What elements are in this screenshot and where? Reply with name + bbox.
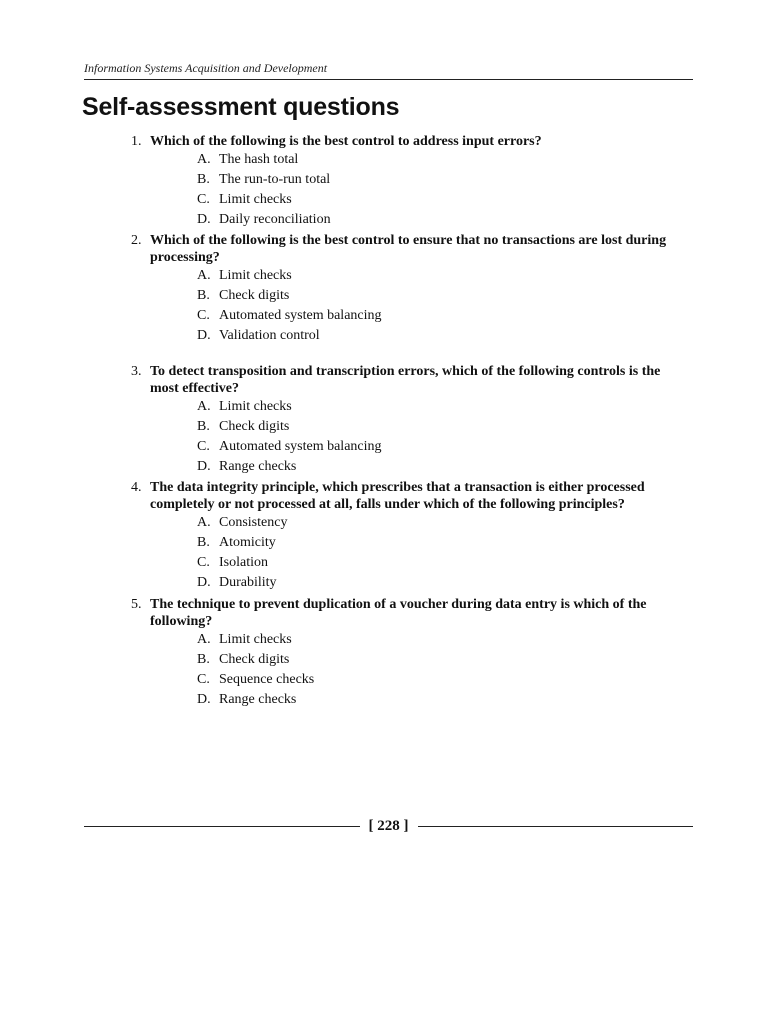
option-text: The hash total <box>219 152 299 167</box>
question-list <box>131 133 691 710</box>
option-letter: D. <box>197 575 211 590</box>
option-list <box>131 150 691 230</box>
question-number: 4. <box>131 480 142 495</box>
option-text: Limit checks <box>219 192 292 207</box>
page-title: Self-assessment questions <box>82 93 400 121</box>
option-text: Range checks <box>219 692 297 707</box>
option-letter: B. <box>197 419 210 434</box>
option-letter: B. <box>197 172 210 187</box>
option-letter: A. <box>197 152 211 167</box>
option-d <box>197 326 691 346</box>
option-b <box>197 286 691 306</box>
option-letter: C. <box>197 672 210 687</box>
option-list <box>131 266 691 346</box>
option-letter: C. <box>197 308 210 323</box>
option-d <box>197 690 691 710</box>
question-3 <box>131 363 691 477</box>
option-text: Sequence checks <box>219 672 315 687</box>
option-text: Consistency <box>219 515 288 530</box>
option-d <box>197 210 691 230</box>
question-2 <box>131 232 691 346</box>
option-text: Automated system balancing <box>219 439 382 454</box>
question-2-stem <box>131 232 691 266</box>
option-c <box>197 306 691 326</box>
option-letter: A. <box>197 399 211 414</box>
question-5-stem <box>131 596 691 630</box>
option-text: Check digits <box>219 419 290 434</box>
question-text: The data integrity principle, which prescribes that a transaction is either processed completely or not processed at all, falls under which of the following principles? <box>150 480 645 512</box>
option-text: Limit checks <box>219 399 292 414</box>
option-a <box>197 630 691 650</box>
option-letter: B. <box>197 535 210 550</box>
option-letter: D. <box>197 692 211 707</box>
option-a <box>197 397 691 417</box>
option-c <box>197 190 691 210</box>
question-1 <box>131 133 691 230</box>
question-3-stem <box>131 363 691 397</box>
running-header <box>84 61 693 80</box>
option-list <box>131 513 691 593</box>
option-list <box>131 397 691 477</box>
option-text: The run-to-run total <box>219 172 331 187</box>
question-5 <box>131 596 691 710</box>
option-text: Atomicity <box>219 535 276 550</box>
option-letter: A. <box>197 515 211 530</box>
option-b <box>197 170 691 190</box>
option-text: Limit checks <box>219 268 292 283</box>
question-number: 1. <box>131 134 142 149</box>
option-text: Validation control <box>219 328 320 343</box>
option-letter: C. <box>197 192 210 207</box>
question-text: The technique to prevent duplication of a voucher during data entry is which of the following? <box>150 597 647 629</box>
option-letter: B. <box>197 288 210 303</box>
option-text: Durability <box>219 575 277 590</box>
question-number: 2. <box>131 233 142 248</box>
option-d <box>197 573 691 593</box>
option-text: Check digits <box>219 288 290 303</box>
option-letter: C. <box>197 555 210 570</box>
running-header-title: Information Systems Acquisition and Development <box>84 61 328 75</box>
option-letter: B. <box>197 652 210 667</box>
option-list <box>131 630 691 710</box>
question-4 <box>131 479 691 593</box>
page-number: [ 228 ] <box>368 818 409 834</box>
option-d <box>197 457 691 477</box>
option-c <box>197 553 691 573</box>
question-text: Which of the following is the best control to address input errors? <box>150 134 542 149</box>
option-letter: A. <box>197 268 211 283</box>
question-number: 3. <box>131 364 142 379</box>
option-c <box>197 437 691 457</box>
question-text: To detect transposition and transcription errors, which of the following controls is the most effective? <box>150 364 661 396</box>
option-text: Limit checks <box>219 632 292 647</box>
option-a <box>197 266 691 286</box>
option-b <box>197 650 691 670</box>
option-text: Automated system balancing <box>219 308 382 323</box>
option-letter: A. <box>197 632 211 647</box>
option-letter: C. <box>197 439 210 454</box>
option-letter: D. <box>197 212 211 227</box>
question-number: 5. <box>131 597 142 612</box>
question-1-stem <box>131 133 691 150</box>
option-text: Isolation <box>219 555 268 570</box>
option-letter: D. <box>197 459 211 474</box>
option-b <box>197 533 691 553</box>
option-text: Check digits <box>219 652 290 667</box>
option-a <box>197 150 691 170</box>
option-text: Range checks <box>219 459 297 474</box>
option-text: Daily reconciliation <box>219 212 331 227</box>
footer-rule-left <box>84 826 360 827</box>
question-4-stem <box>131 479 691 513</box>
option-letter: D. <box>197 328 211 343</box>
option-a <box>197 513 691 533</box>
footer-rule-right <box>418 826 694 827</box>
page-footer <box>84 818 693 835</box>
option-b <box>197 417 691 437</box>
question-text: Which of the following is the best control to ensure that no transactions are lost during processing? <box>150 233 667 265</box>
option-c <box>197 670 691 690</box>
